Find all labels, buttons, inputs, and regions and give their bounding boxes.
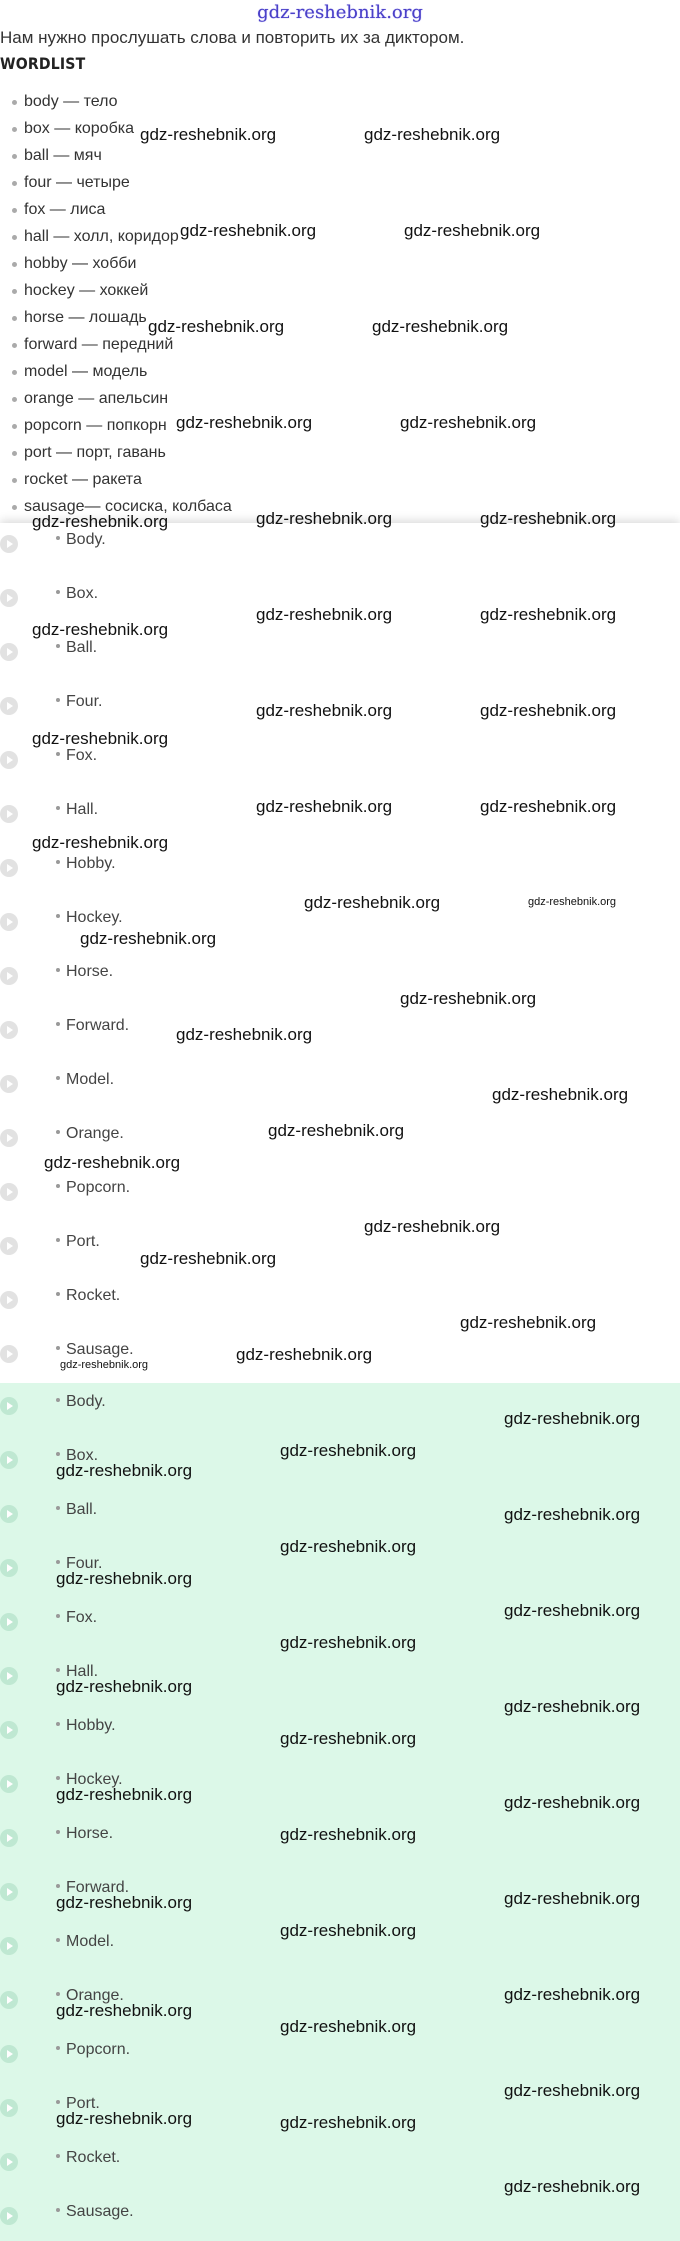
bullet-icon xyxy=(56,1076,60,1080)
watermark: gdz-reshebnik.org xyxy=(504,1793,641,1812)
wordlist-item: sausage— сосиска, колбаса xyxy=(12,496,232,523)
watermark: gdz-reshebnik.org xyxy=(280,2017,417,2036)
audio-row xyxy=(0,2094,680,2124)
play-icon[interactable] xyxy=(0,1345,18,1363)
play-icon[interactable] xyxy=(0,1937,18,1955)
play-icon[interactable] xyxy=(0,1667,18,1685)
play-icon[interactable] xyxy=(0,1183,18,1201)
bullet-icon xyxy=(12,370,17,375)
audio-row xyxy=(0,1178,680,1208)
watermark: gdz-reshebnik.org xyxy=(268,1121,405,1140)
audio-word: Rocket. xyxy=(66,2149,121,2166)
watermark: gdz-reshebnik.org xyxy=(480,701,617,720)
bullet-icon xyxy=(12,127,17,132)
audio-word: Box. xyxy=(66,585,99,602)
audio-row xyxy=(0,908,680,938)
watermark: gdz-reshebnik.org xyxy=(56,1785,193,1804)
watermark: gdz-reshebnik.org xyxy=(148,317,285,336)
bullet-icon xyxy=(56,860,60,864)
wordlist-item: hobby — хобби xyxy=(12,253,232,280)
play-icon[interactable] xyxy=(0,1559,18,1577)
audio-row xyxy=(0,692,680,722)
bullet-icon xyxy=(12,289,17,294)
audio-word: Body. xyxy=(66,531,106,548)
audio-word: Forward. xyxy=(66,1017,130,1034)
bullet-icon xyxy=(12,100,17,105)
play-icon[interactable] xyxy=(0,1883,18,1901)
watermark: gdz-reshebnik.org xyxy=(32,620,169,639)
audio-row xyxy=(0,1554,680,1584)
bullet-icon xyxy=(56,1130,60,1134)
bullet-icon xyxy=(12,208,17,213)
audio-word: Fox. xyxy=(66,747,98,764)
bullet-icon xyxy=(12,397,17,402)
bullet-icon xyxy=(56,1668,60,1672)
wordlist-item: body — тело xyxy=(12,91,232,118)
play-icon[interactable] xyxy=(0,589,18,607)
play-icon[interactable] xyxy=(0,2207,18,2225)
audio-word: Fox. xyxy=(66,1609,98,1626)
audio-word: Ball. xyxy=(66,639,98,656)
watermark: gdz-reshebnik.org xyxy=(32,729,169,748)
site-header-link[interactable]: gdz-reshebnik.org xyxy=(257,2,423,23)
bullet-icon xyxy=(56,1506,60,1510)
watermark: gdz-reshebnik.org xyxy=(400,989,537,1008)
watermark: gdz-reshebnik.org xyxy=(364,125,501,144)
watermark: gdz-reshebnik.org xyxy=(56,1461,193,1480)
bullet-icon xyxy=(12,343,17,348)
bullet-icon xyxy=(56,752,60,756)
bullet-icon xyxy=(56,590,60,594)
audio-row xyxy=(0,530,680,560)
audio-row xyxy=(0,1016,680,1046)
watermark: gdz-reshebnik.org xyxy=(32,512,169,531)
play-icon[interactable] xyxy=(0,697,18,715)
audio-word: Orange. xyxy=(66,1125,124,1142)
watermark: gdz-reshebnik.org xyxy=(280,2113,417,2132)
intro-text: Нам нужно прослушать слова и повторить их за диктором. xyxy=(0,28,465,47)
audio-word: Model. xyxy=(66,1933,115,1950)
watermark: gdz-reshebnik.org xyxy=(280,1921,417,1940)
bullet-icon xyxy=(56,1938,60,1942)
play-icon[interactable] xyxy=(0,1451,18,1469)
audio-row xyxy=(0,2148,680,2178)
bullet-icon xyxy=(56,1238,60,1242)
watermark: gdz-reshebnik.org xyxy=(480,605,617,624)
audio-word: Horse. xyxy=(66,1825,114,1842)
watermark: gdz-reshebnik.org xyxy=(256,509,393,528)
bullet-icon xyxy=(12,262,17,267)
audio-word: Popcorn. xyxy=(66,1179,131,1196)
wordlist-item: fox — лиса xyxy=(12,199,232,226)
wordlist-item: ball — мяч xyxy=(12,145,232,172)
watermark: gdz-reshebnik.org xyxy=(480,797,617,816)
audio-row xyxy=(0,584,680,614)
audio-row xyxy=(0,1986,680,2016)
watermark: gdz-reshebnik.org xyxy=(280,1729,417,1748)
bullet-icon xyxy=(56,1992,60,1996)
audio-row xyxy=(0,638,680,668)
watermark: gdz-reshebnik.org xyxy=(56,1569,193,1588)
wordlist-item: popcorn — попкорн xyxy=(12,415,232,442)
bullet-icon xyxy=(56,1722,60,1726)
bullet-icon xyxy=(56,1830,60,1834)
audio-row xyxy=(0,1932,680,1962)
play-icon[interactable] xyxy=(0,1129,18,1147)
bullet-icon xyxy=(56,2046,60,2050)
play-icon[interactable] xyxy=(0,1021,18,1039)
bullet-icon xyxy=(56,914,60,918)
bullet-icon xyxy=(56,2154,60,2158)
audio-row xyxy=(0,1446,680,1476)
watermark: gdz-reshebnik.org xyxy=(504,1601,641,1620)
watermark: gdz-reshebnik.org xyxy=(56,1893,193,1912)
audio-row xyxy=(0,1608,680,1638)
watermark: gdz-reshebnik.org xyxy=(504,2177,641,2196)
audio-row xyxy=(0,746,680,776)
audio-row xyxy=(0,1878,680,1908)
audio-word: Box. xyxy=(66,1447,99,1464)
audio-row xyxy=(0,1662,680,1692)
audio-word: Horse. xyxy=(66,963,114,980)
bullet-icon xyxy=(56,2208,60,2212)
watermark: gdz-reshebnik.org xyxy=(460,1313,597,1332)
play-icon[interactable] xyxy=(0,805,18,823)
bullet-icon xyxy=(56,1452,60,1456)
bullet-icon xyxy=(56,1398,60,1402)
audio-word: Orange. xyxy=(66,1987,124,2004)
play-icon[interactable] xyxy=(0,751,18,769)
bullet-icon xyxy=(12,451,17,456)
wordlist-title: WORDLIST xyxy=(0,54,86,73)
wordlist-item: box — коробка xyxy=(12,118,232,145)
audio-word: Ball. xyxy=(66,1501,98,1518)
wordlist-item: rocket — ракета xyxy=(12,469,232,496)
audio-row xyxy=(0,962,680,992)
audio-word: Four. xyxy=(66,693,103,710)
bullet-icon xyxy=(12,154,17,159)
bullet-icon xyxy=(56,2100,60,2104)
bullet-icon xyxy=(12,181,17,186)
wordlist xyxy=(12,91,232,523)
bullet-icon xyxy=(12,316,17,321)
watermark: gdz-reshebnik.org xyxy=(60,1359,149,1371)
watermark: gdz-reshebnik.org xyxy=(304,893,441,912)
play-icon[interactable] xyxy=(0,1775,18,1793)
play-icon[interactable] xyxy=(0,967,18,985)
play-icon[interactable] xyxy=(0,535,18,553)
watermark: gdz-reshebnik.org xyxy=(504,1505,641,1524)
play-icon[interactable] xyxy=(0,2099,18,2117)
bullet-icon xyxy=(56,644,60,648)
watermark: gdz-reshebnik.org xyxy=(504,1889,641,1908)
watermark: gdz-reshebnik.org xyxy=(280,1633,417,1652)
audio-row xyxy=(0,1070,680,1100)
audio-row xyxy=(0,1500,680,1530)
watermark: gdz-reshebnik.org xyxy=(180,221,317,240)
watermark: gdz-reshebnik.org xyxy=(140,125,277,144)
audio-word: Hall. xyxy=(66,1663,99,1680)
watermark: gdz-reshebnik.org xyxy=(400,413,537,432)
watermark: gdz-reshebnik.org xyxy=(504,2081,641,2100)
bullet-icon xyxy=(56,1184,60,1188)
watermark: gdz-reshebnik.org xyxy=(56,1677,193,1696)
bullet-icon xyxy=(56,536,60,540)
watermark: gdz-reshebnik.org xyxy=(480,509,617,528)
wordlist-item: hall — холл, коридор xyxy=(12,226,232,253)
watermark: gdz-reshebnik.org xyxy=(504,1985,641,2004)
audio-row xyxy=(0,1286,680,1316)
watermark: gdz-reshebnik.org xyxy=(256,605,393,624)
audio-row xyxy=(0,1232,680,1262)
audio-word: Forward. xyxy=(66,1879,130,1896)
play-icon[interactable] xyxy=(0,913,18,931)
watermark: gdz-reshebnik.org xyxy=(528,896,617,908)
watermark: gdz-reshebnik.org xyxy=(504,1409,641,1428)
play-icon[interactable] xyxy=(0,1613,18,1631)
watermark: gdz-reshebnik.org xyxy=(176,1025,313,1044)
audio-word: Four. xyxy=(66,1555,103,1572)
audio-word: Hockey. xyxy=(66,909,123,926)
audio-row xyxy=(0,1392,680,1422)
watermark: gdz-reshebnik.org xyxy=(404,221,541,240)
bullet-icon xyxy=(56,1776,60,1780)
play-icon[interactable] xyxy=(0,1829,18,1847)
wordlist-item: port — порт, гавань xyxy=(12,442,232,469)
wordlist-item: forward — передний xyxy=(12,334,232,361)
watermark: gdz-reshebnik.org xyxy=(44,1153,181,1172)
bullet-icon xyxy=(12,478,17,483)
watermark: gdz-reshebnik.org xyxy=(280,1537,417,1556)
watermark: gdz-reshebnik.org xyxy=(372,317,509,336)
bullet-icon xyxy=(56,1346,60,1350)
audio-word: Rocket. xyxy=(66,1287,121,1304)
play-icon[interactable] xyxy=(0,1237,18,1255)
play-icon[interactable] xyxy=(0,1291,18,1309)
watermark: gdz-reshebnik.org xyxy=(236,1345,373,1364)
audio-word: Sausage. xyxy=(66,1341,134,1358)
audio-row xyxy=(0,1770,680,1800)
audio-row xyxy=(0,1124,680,1154)
audio-row xyxy=(0,2040,680,2070)
play-icon[interactable] xyxy=(0,2045,18,2063)
bullet-icon xyxy=(56,968,60,972)
audio-word: Sausage. xyxy=(66,2203,134,2220)
audio-row xyxy=(0,1716,680,1746)
wordlist-item: orange — апельсин xyxy=(12,388,232,415)
audio-word: Hockey. xyxy=(66,1771,123,1788)
play-icon[interactable] xyxy=(0,859,18,877)
wordlist-item: hockey — хоккей xyxy=(12,280,232,307)
play-icon[interactable] xyxy=(0,1991,18,2009)
watermark: gdz-reshebnik.org xyxy=(280,1825,417,1844)
watermark: gdz-reshebnik.org xyxy=(176,413,313,432)
audio-word: Port. xyxy=(66,1233,100,1250)
wordlist-item: four — четыре xyxy=(12,172,232,199)
audio-word: Hobby. xyxy=(66,1717,116,1734)
bullet-icon xyxy=(56,1614,60,1618)
watermark: gdz-reshebnik.org xyxy=(364,1217,501,1236)
watermark: gdz-reshebnik.org xyxy=(80,929,217,948)
play-icon[interactable] xyxy=(0,643,18,661)
watermark: gdz-reshebnik.org xyxy=(492,1085,629,1104)
watermark: gdz-reshebnik.org xyxy=(32,833,169,852)
audio-panel xyxy=(0,523,680,1383)
audio-row xyxy=(0,1824,680,1854)
audio-word: Port. xyxy=(66,2095,100,2112)
play-icon[interactable] xyxy=(0,1397,18,1415)
bullet-icon xyxy=(56,1292,60,1296)
audio-word: Hobby. xyxy=(66,855,116,872)
audio-row xyxy=(0,800,680,830)
watermark: gdz-reshebnik.org xyxy=(256,797,393,816)
bullet-icon xyxy=(56,698,60,702)
audio-row xyxy=(0,854,680,884)
bullet-icon xyxy=(12,235,17,240)
play-icon[interactable] xyxy=(0,1505,18,1523)
audio-word: Hall. xyxy=(66,801,99,818)
watermark: gdz-reshebnik.org xyxy=(56,2109,193,2128)
play-icon[interactable] xyxy=(0,1075,18,1093)
bullet-icon xyxy=(12,505,17,510)
audio-word: Model. xyxy=(66,1071,115,1088)
play-icon[interactable] xyxy=(0,2153,18,2171)
watermark: gdz-reshebnik.org xyxy=(256,701,393,720)
wordlist-item: horse — лошадь xyxy=(12,307,232,334)
bullet-icon xyxy=(56,1022,60,1026)
watermark: gdz-reshebnik.org xyxy=(280,1441,417,1460)
audio-word: Body. xyxy=(66,1393,106,1410)
watermark: gdz-reshebnik.org xyxy=(140,1249,277,1268)
play-icon[interactable] xyxy=(0,1721,18,1739)
audio-word: Popcorn. xyxy=(66,2041,131,2058)
watermark: gdz-reshebnik.org xyxy=(504,1697,641,1716)
bullet-icon xyxy=(56,1884,60,1888)
audio-row xyxy=(0,2202,680,2232)
bullet-icon xyxy=(56,806,60,810)
watermark: gdz-reshebnik.org xyxy=(56,2001,193,2020)
bullet-icon xyxy=(12,424,17,429)
wordlist-item: model — модель xyxy=(12,361,232,388)
audio-panel-repeat xyxy=(0,1383,680,2241)
bullet-icon xyxy=(56,1560,60,1564)
audio-row xyxy=(0,1340,680,1370)
